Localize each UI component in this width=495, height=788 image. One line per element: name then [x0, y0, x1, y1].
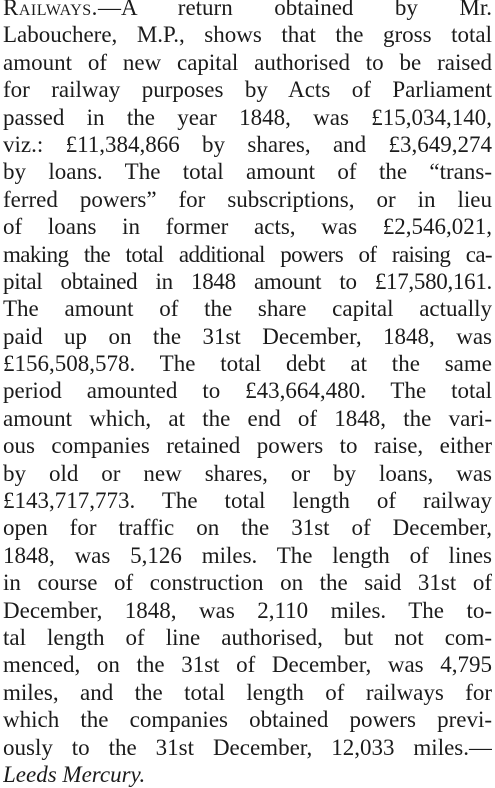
article-heading: Railways.: [3, 0, 98, 20]
text-line-21: 1848, was 5,126 miles. The length of lines: [3, 542, 492, 568]
text-line-23: December, 1848, was 2,110 miles. The to-: [3, 597, 492, 623]
newspaper-clipping: [3, 0, 492, 788]
text-line-17: ous companies retained powers to raise, either: [3, 433, 492, 459]
text-line-3: amount of new capital authorised to be raised: [3, 49, 492, 75]
source-attribution: Leeds Mercury.: [3, 761, 146, 787]
text-line-8: ferred powers” for subscriptions, or in lieu: [3, 186, 492, 212]
text-line-14: £156,508,578. The total debt at the same: [3, 351, 492, 377]
text-line-24: tal length of line authorised, but not com-: [3, 624, 492, 650]
text-line-22: in course of construction on the said 31st of: [3, 570, 492, 596]
text-line-7: by loans. The total amount of the “trans-: [3, 159, 492, 185]
text-line-19: £143,717,773. The total length of railway: [3, 488, 492, 514]
text-line-1: [3, 0, 492, 21]
text-line-27: which the companies obtained powers previ-: [3, 707, 492, 733]
text-line-13: paid up on the 31st December, 1848, was: [3, 323, 492, 349]
text-line-15: period amounted to £43,664,480. The total: [3, 378, 492, 404]
text-line-11: pital obtained in 1848 amount to £17,580,161.: [3, 268, 492, 294]
text-line-2: Labouchere, M.P., shows that the gross total: [3, 22, 492, 48]
text-line-28: ously to the 31st December, 12,033 miles.—: [3, 734, 492, 760]
text-line-1-body: —A return obtained by Mr.: [97, 0, 492, 20]
text-line-16: amount which, at the end of 1848, the vari-: [3, 405, 492, 431]
text-line-18: by old or new shares, or by loans, was: [3, 460, 492, 486]
text-line-5: passed in the year 1848, was £15,034,140,: [3, 104, 492, 130]
text-line-26: miles, and the total length of railways for: [3, 679, 492, 705]
text-line-25: menced, on the 31st of December, was 4,795: [3, 652, 492, 678]
text-line-9: of loans in former acts, was £2,546,021,: [3, 214, 492, 240]
text-line-4: for railway purposes by Acts of Parliament: [3, 77, 492, 103]
text-line-20: open for traffic on the 31st of December,: [3, 515, 492, 541]
text-line-10: making the total additional powers of raising ca-: [3, 241, 492, 267]
text-line-6: viz.: £11,384,866 by shares, and £3,649,274: [3, 131, 492, 157]
text-line-12: The amount of the share capital actually: [3, 296, 492, 322]
